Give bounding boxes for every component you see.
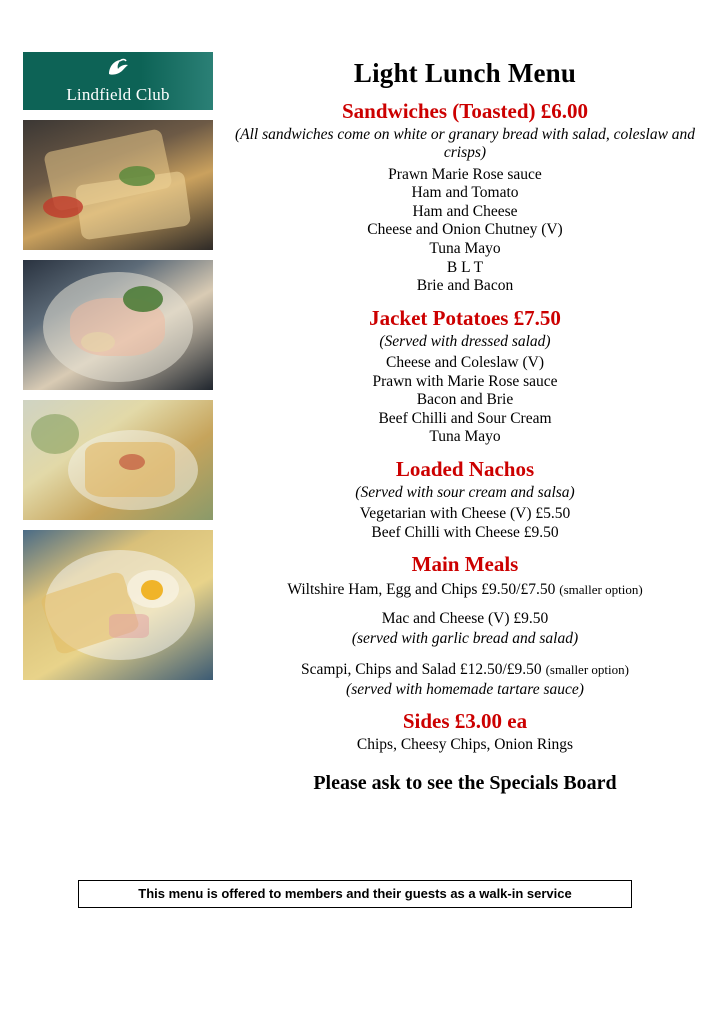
section-heading-sides: Sides £3.00 ea (402, 708, 528, 733)
main-meal-entry (225, 610, 705, 648)
list-item: Vegetarian with Cheese (V) £5.50 (359, 505, 571, 523)
loaded-nachos-photo (23, 400, 213, 520)
left-image-column (23, 52, 213, 680)
section-heading-loaded-nachos: Loaded Nachos (395, 456, 535, 481)
club-logo (23, 52, 213, 110)
list-item: Bacon and Brie (416, 391, 514, 409)
list-item: Cheese and Onion Chutney (V) (367, 221, 563, 239)
list-item: Cheese and Coleslaw (V) (386, 354, 544, 371)
main-meal-entry (225, 661, 705, 699)
list-item (225, 610, 705, 629)
list-item: Prawn with Marie Rose sauce (372, 372, 558, 390)
main-meal-suffix: (smaller option) (559, 582, 643, 598)
section-heading-sandwiches: Sandwiches (Toasted) £6.00 (341, 99, 588, 123)
swan-icon (101, 56, 135, 82)
list-item: B L T (446, 258, 484, 276)
list-item: Tuna Mayo (429, 428, 501, 446)
prawn-jacket-potato-photo (23, 260, 213, 390)
footer-notice: This menu is offered to members and their guests as a walk-in service (78, 880, 632, 908)
section-heading-jacket-potatoes: Jacket Potatoes £7.50 (369, 305, 561, 330)
main-meal-sub: (served with garlic bread and salad) (351, 629, 579, 647)
main-meal-sub: (served with homemade tartare sauce) (346, 680, 584, 698)
page-title: Light Lunch Menu (353, 58, 577, 88)
section-note-jacket-potatoes: (Served with dressed salad) (379, 332, 551, 350)
list-item: Tuna Mayo (429, 239, 501, 257)
list-item: Beef Chilli with Cheese £9.50 (371, 523, 559, 541)
section-note-sandwiches: (All sandwiches come on white or granary bread with salad, coleslaw and crisps) (234, 126, 696, 162)
main-meal-entry (225, 581, 705, 600)
section-note-loaded-nachos: (Served with sour cream and salsa) (355, 483, 575, 501)
list-item: Prawn Marie Rose sauce (388, 165, 542, 183)
main-meal-line: Wiltshire Ham, Egg and Chips £9.50/£7.50 (287, 581, 556, 599)
main-meal-suffix: (smaller option) (545, 661, 629, 677)
club-name: Lindfield Club (66, 85, 170, 104)
section-heading-main-meals: Main Meals (411, 552, 519, 577)
ham-egg-and-chips-photo (23, 530, 213, 680)
toasted-sandwich-photo (23, 120, 213, 250)
list-item: Ham and Cheese (412, 202, 518, 220)
sides-items: Chips, Cheesy Chips, Onion Rings (356, 735, 574, 753)
main-meal-line: Scampi, Chips and Salad £12.50/£9.50 (301, 660, 542, 678)
list-item: Ham and Tomato (411, 184, 519, 202)
specials-board-note: Please ask to see the Specials Board (313, 772, 617, 795)
list-item (225, 661, 705, 680)
list-item (225, 581, 705, 600)
main-meal-line: Mac and Cheese (V) £9.50 (381, 610, 549, 628)
menu-content (225, 50, 705, 795)
list-item: Beef Chilli and Sour Cream (378, 409, 552, 427)
list-item: Brie and Bacon (416, 277, 514, 295)
